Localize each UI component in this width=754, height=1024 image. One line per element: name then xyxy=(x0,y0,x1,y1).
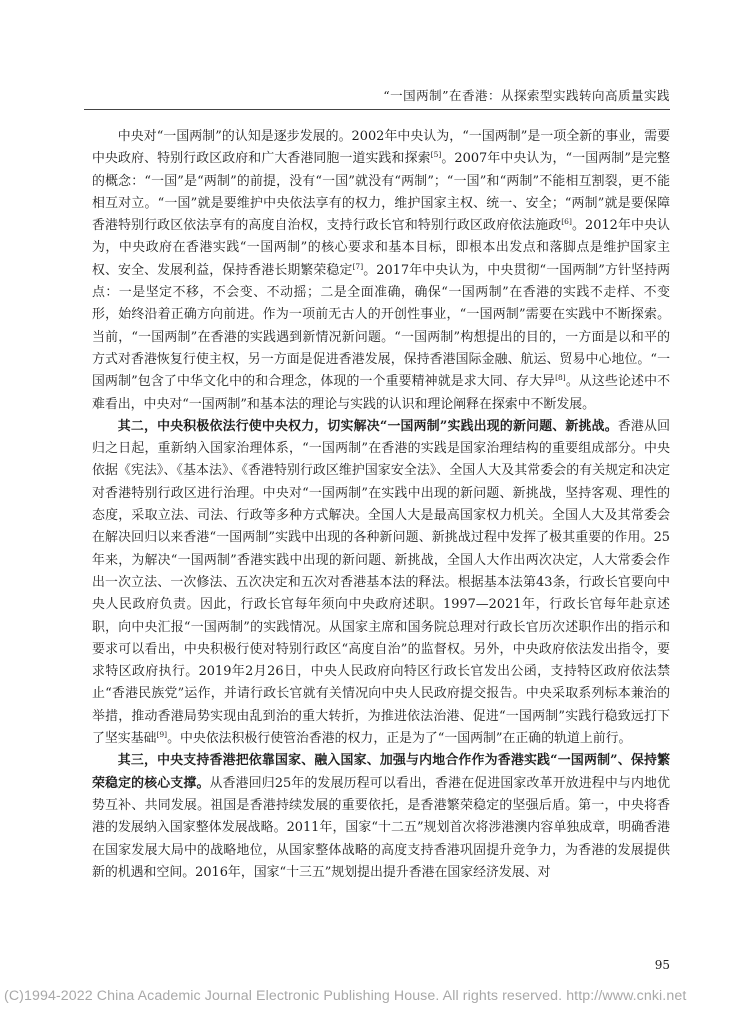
text-segment: 。2012年中央认为，中央政府在香港实践“一国两制”的核心要求和基本目标，即根本出发点和落脚点是维护国家主权、安全、发展利益，保持香港长期繁荣稳定 xyxy=(92,218,670,278)
citation-ref[interactable]: [9] xyxy=(156,730,168,740)
text-segment: 香港从回归之日起，重新纳入国家治理体系，“一国两制”在香港的实践是国家治理结构的重要组成部分。中央依据《宪法》、《基本法》、《香港特别行政区维护国家安全法》、全国人大及其常委会的有关规定和决定对香港特别行政区进行治理。中央对“一国两制”在实践中出现的新问题、新挑战，坚持客观、理性的态度，采取立法、司法、行政等多种方式解决。全国人大是最高国家权力机关。全国人大及其常委会在解决回归以来香港“一国两制”实践中出现的各种新问题、新挑战过程中发挥了极其重要的作用。25年来，为解决“一国两制”香港实践中出现的新问题、新挑战，全国人大作出两次决定，人大常委会作出一次立法、一次修法、五次决定和五次对香港基本法的释法。根据基本法第43条，行政长官要向中央人民政府负责。因此，行政长官每年须向中央政府述职。1997—2021年，行政长官每年赴京述职，向中央汇报“一国两制”的实践情况。从国家主席和国务院总理对行政长官历次述职作出的指示和要求可以看出，中央积极行使对特别行政区“高度自治”的监督权。另外，中央政府依法发出指令，要求特区政府执行。2019年2月26日，中央人民政府向特区行政长官发出公函，支持特区政府依法禁止“香港民族党”运作，并请行政长官就有关情况向中央人民政府提交报告。中央采取系列标本兼治的举措，推动香港局势实现由乱到治的重大转折，为推进依法治港、促进“一国两制”实践行稳致远打下了坚实基础 xyxy=(92,418,671,747)
citation-ref[interactable]: [8] xyxy=(555,373,566,383)
text-segment: 。2017年中央认为，中央贯彻“一国两制”方针坚持两点：一是坚定不移，不会变、不动摇；二是全面准确，确保“一国两制”在香港的实践不走样、不变形，始终沿着正确方向前进。作为一项前无古人的开创性事业，“一国两制”需要在实践中不断探索。当前，“一国两制”在香港的实践遇到新情况新问题。“一国两制”构想提出的目的，一方面是以和平的方式对香港恢复行使主权，另一方面是促进香港发展，保持香港国际金融、航运、贸易中心地位。“一国两制”包含了中华文化中的和合理念，体现的一个重要精神就是求大同、存大异 xyxy=(92,262,670,390)
copyright-footer: (C)1994-2022 China Academic Journal Electronic Publishing House. All rights reserved. http://www.cnki.net xyxy=(4,988,687,1004)
article-body xyxy=(92,126,670,884)
paragraph-central-power xyxy=(92,416,670,750)
citation-ref[interactable]: [6] xyxy=(561,217,572,227)
paragraph-lead-heading: 其三，中央支持香港把依靠国家、融入国家、加强与内地合作作为香港实践“一国两制”、保持繁荣稳定的核心支撑。 xyxy=(92,753,670,791)
running-header-title: “一国两制”在香港：从探索型实践转向高质量实践 xyxy=(383,88,670,103)
citation-ref[interactable]: [5] xyxy=(430,150,442,160)
paragraph-central-support xyxy=(92,750,670,884)
text-segment: 从香港回归25年的发展历程可以看出，香港在促进国家改革开放进程中与内地优势互补、共同发展。祖国是香港持续发展的重要依托，是香港繁荣稳定的坚强后盾。第一，中央将香港的发展纳入国家整体发展战略。2011年，国家“十二五”规划首次将涉港澳内容单独成章，明确香港在国家发展大局中的战略地位，从国家整体战略的高度支持香港巩固提升竞争力，为香港的发展提供新的机遇和空间。2016年，国家“十三五”规划提出提升香港在国家经济发展、对 xyxy=(92,775,670,880)
text-segment: 。2007年中央认为，“一国两制”是完整的概念：“一国”是“两制”的前提，没有“一国”就没有“两制”；“一国”和“两制”不能相互割裂，更不能相互对立。“一国”就是要维护中央依法享有的权力，维护国家主权、统一、安全；“两制”就是要保障香港特别行政区依法享有的高度自治权，支持行政长官和特别行政区政府依法施政 xyxy=(92,151,670,234)
text-segment: 中央对“一国两制”的认知是逐步发展的。2002年中央认为，“一国两制”是一项全新的事业，需要中央政府、特别行政区政府和广大香港同胞一道实践和探索 xyxy=(92,129,670,167)
page-number: 95 xyxy=(654,958,670,972)
text-segment: 。从这些论述中不难看出，中央对“一国两制”和基本法的理论与实践的认识和理论阐释在探索中不断发展。 xyxy=(92,374,671,412)
header-rule xyxy=(84,109,670,110)
paragraph-lead-heading: 其二，中央积极依法行使中央权力，切实解决“一国两制”实践出现的新问题、新挑战。 xyxy=(117,418,618,434)
citation-ref[interactable]: [7] xyxy=(352,261,364,271)
text-segment: 。中央依法积极行使管治香港的权力，正是为了“一国两制”在正确的轨道上前行。 xyxy=(167,731,632,747)
paragraph-central-cognition xyxy=(92,126,670,416)
